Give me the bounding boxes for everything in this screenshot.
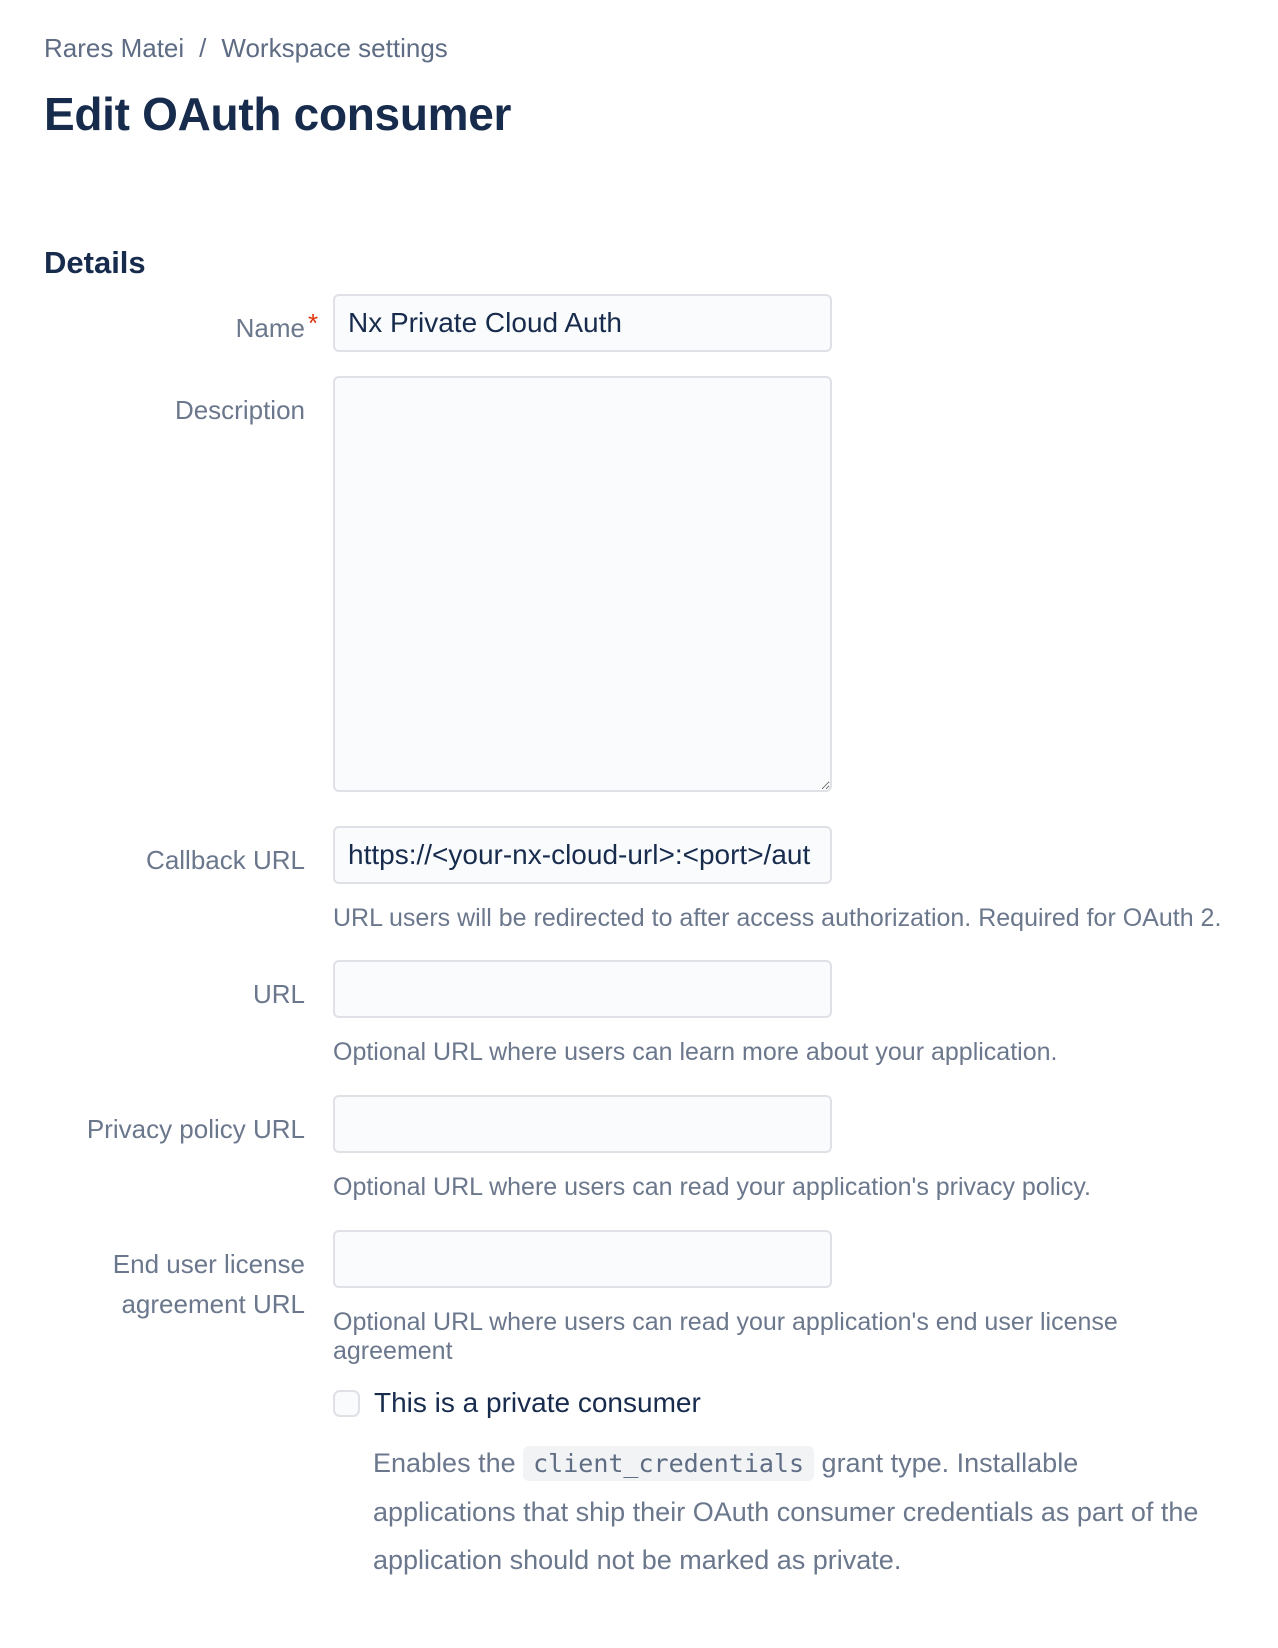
private-consumer-option[interactable] bbox=[333, 1389, 1234, 1417]
eula-url-label: End user license agreement URL bbox=[112, 1248, 305, 1320]
breadcrumb-item-workspace-settings[interactable]: Workspace settings bbox=[221, 33, 448, 63]
url-field bbox=[333, 960, 1234, 1067]
callback-url-row bbox=[44, 826, 1234, 933]
eula-url-field bbox=[333, 1230, 1234, 1366]
eula-url-input[interactable] bbox=[333, 1230, 832, 1288]
private-consumer-label-spacer bbox=[44, 1389, 305, 1403]
url-row bbox=[44, 960, 1234, 1067]
breadcrumb-separator: / bbox=[199, 33, 207, 63]
callback-url-label: Callback URL bbox=[146, 844, 305, 875]
oauth-consumer-form bbox=[44, 294, 1234, 1585]
privacy-policy-url-label: Privacy policy URL bbox=[86, 1114, 305, 1144]
required-asterisk: * bbox=[308, 307, 319, 338]
breadcrumb bbox=[44, 32, 1234, 65]
description-label: Description bbox=[174, 394, 305, 425]
eula-url-row bbox=[44, 1230, 1234, 1366]
name-label-text: Name bbox=[235, 312, 305, 343]
private-consumer-row bbox=[44, 1389, 1234, 1584]
name-field bbox=[333, 294, 1234, 352]
callback-url-input[interactable] bbox=[333, 826, 832, 884]
private-consumer-help-suffix: grant type. Installable applications that ship their OAuth consumer credentials as part of the application should not be marked as private. bbox=[373, 1448, 1199, 1576]
eula-url-help: Optional URL where users can read your application's end user license agreement bbox=[333, 1307, 1118, 1365]
url-label: URL bbox=[252, 979, 305, 1010]
page-title: Edit OAuth consumer bbox=[44, 87, 512, 140]
private-consumer-checkbox[interactable] bbox=[333, 1390, 360, 1417]
private-consumer-help bbox=[373, 1439, 1201, 1584]
privacy-policy-url-field bbox=[333, 1095, 1234, 1202]
description-field bbox=[333, 376, 1234, 792]
breadcrumb-item-user[interactable]: Rares Matei bbox=[44, 33, 185, 63]
privacy-policy-url-input[interactable] bbox=[333, 1095, 832, 1153]
details-heading: Details bbox=[44, 244, 146, 280]
callback-url-help: URL users will be redirected to after access authorization. Required for OAuth 2. bbox=[333, 903, 1222, 932]
url-input[interactable] bbox=[333, 960, 832, 1018]
private-consumer-help-prefix: Enables the bbox=[373, 1448, 524, 1479]
name-row bbox=[44, 294, 1234, 352]
description-textarea[interactable] bbox=[333, 376, 832, 792]
private-consumer-label: This is a private consumer bbox=[374, 1387, 701, 1419]
name-input[interactable] bbox=[333, 294, 832, 352]
name-label bbox=[44, 294, 319, 348]
client-credentials-code: client_credentials bbox=[523, 1446, 814, 1481]
privacy-policy-url-help: Optional URL where users can read your application's privacy policy. bbox=[333, 1173, 1091, 1201]
privacy-policy-url-row bbox=[44, 1095, 1234, 1202]
callback-url-field bbox=[333, 826, 1234, 933]
description-row bbox=[44, 376, 1234, 792]
url-help: Optional URL where users can learn more about your application. bbox=[333, 1038, 1058, 1067]
private-consumer-field bbox=[333, 1389, 1234, 1584]
